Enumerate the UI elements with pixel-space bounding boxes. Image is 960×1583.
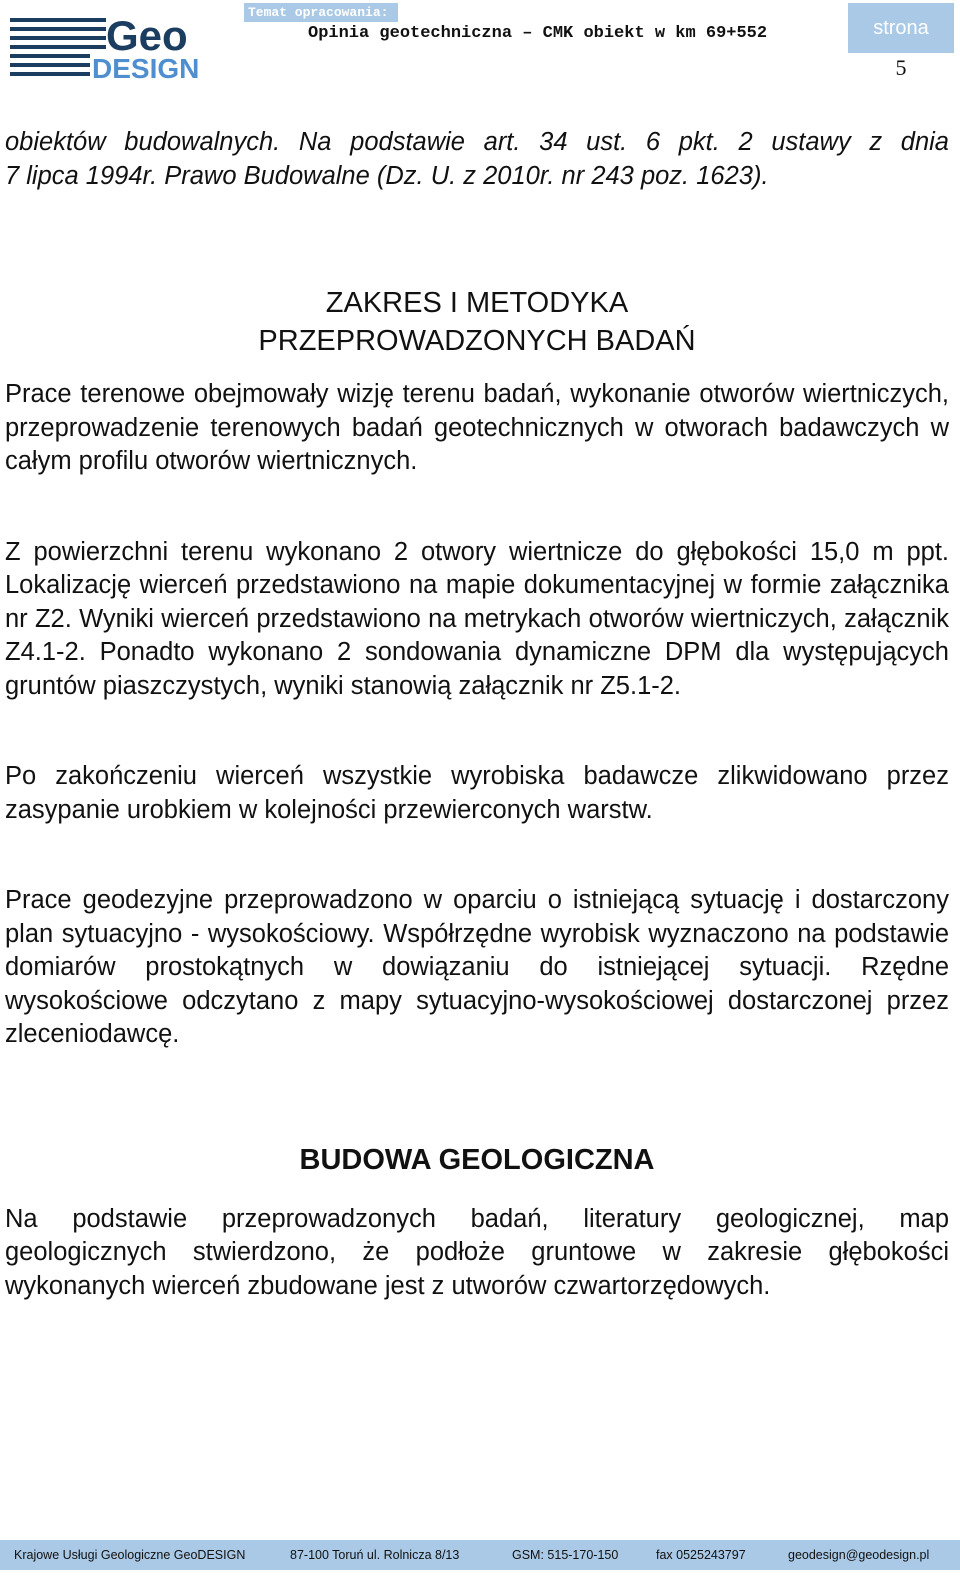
geodesign-logo [10, 14, 232, 80]
geodesign-logo-icon [10, 14, 232, 80]
paragraph-backfill: Po zakończeniu wierceń wszystkie wyrobiska badawcze zlikwidowano przez zasypanie urobkiem w kolejności przewierconych warstw. [5, 762, 949, 824]
intro-line-2: 7 lipca 1994r. Prawo Budowalne (Dz. U. z 2010r. nr 243 poz. 1623). [5, 161, 769, 190]
footer-address: 87-100 Toruń ul. Rolnicza 8/13 [290, 1548, 460, 1562]
document-body [5, 126, 949, 1303]
topic-label: Temat opracowania: [244, 3, 398, 22]
logo-word-geo: Geo [106, 14, 188, 59]
section-title-geology: BUDOWA GEOLOGICZNA [299, 1143, 655, 1176]
logo-word-design: DESIGN [92, 53, 200, 80]
section-title-line-2: PRZEPROWADZONYCH BADAŃ [258, 325, 696, 357]
paragraph-boreholes: Z powierzchni terenu wykonano 2 otwory wiertnicze do głębokości 15,0 m ppt. Lokalizację wierceń przedstawiono na mapie dokumentacyjnej w formie załącznika nr Z2. Wyniki wierceń przedstawiono na metrykach otworów wiertniczych, załącznik Z4.1-2. Ponadto wykonano 2 sondowania dynamiczne DPM dla występujących gruntów piaszczystych, wyniki stanowią załącznik nr Z5.1-2. [5, 537, 949, 700]
page-header [0, 0, 960, 92]
page-footer [0, 1540, 960, 1570]
footer-company: Krajowe Usługi Geologiczne GeoDESIGN [14, 1548, 246, 1562]
paragraph-geodesy: Prace geodezyjne przeprowadzono w oparciu o istniejącą sytuację i dostarczony plan sytuacyjno - wysokościowy. Współrzędne wyrobisk wyznaczono na podstawie domiarów prostokątnych w dowiązaniu do istniejącej sytuacji. Rzędne wysokościowe odczytano z mapy sytuacyjno-wysokościowej dostarczonej przez zleceniodawcę. [5, 886, 949, 1048]
paragraph-geology: Na podstawie przeprowadzonych badań, literatury geologicznej, map geologicznych stwierdzono, że podłoże gruntowe w zakresie głębokości wykonanych wierceń zbudowane jest z utworów czwartorzędowych. [5, 1204, 949, 1300]
topic-value: Opinia geotechniczna – CMK obiekt w km 69+552 [308, 24, 768, 43]
footer-fax: fax 0525243797 [656, 1548, 746, 1562]
intro-line-1: obiektów budowalnych. Na podstawie art. 34 ust. 6 pkt. 2 ustawy z dnia [5, 128, 949, 156]
page-number: 5 [895, 55, 907, 80]
paragraph-fieldwork: Prace terenowe obejmowały wizję terenu badań, wykonanie otworów wiertniczych, przeprowadzenie terenowych badań geotechnicznych w otworach badawczych w całym profilu otworów wiertnicznych. [5, 380, 949, 475]
page-label: strona [848, 3, 954, 53]
footer-gsm: GSM: 515-170-150 [512, 1548, 619, 1562]
section-title-line-1: ZAKRES I METODYKA [325, 287, 629, 319]
footer-email[interactable]: geodesign@geodesign.pl [788, 1548, 930, 1562]
